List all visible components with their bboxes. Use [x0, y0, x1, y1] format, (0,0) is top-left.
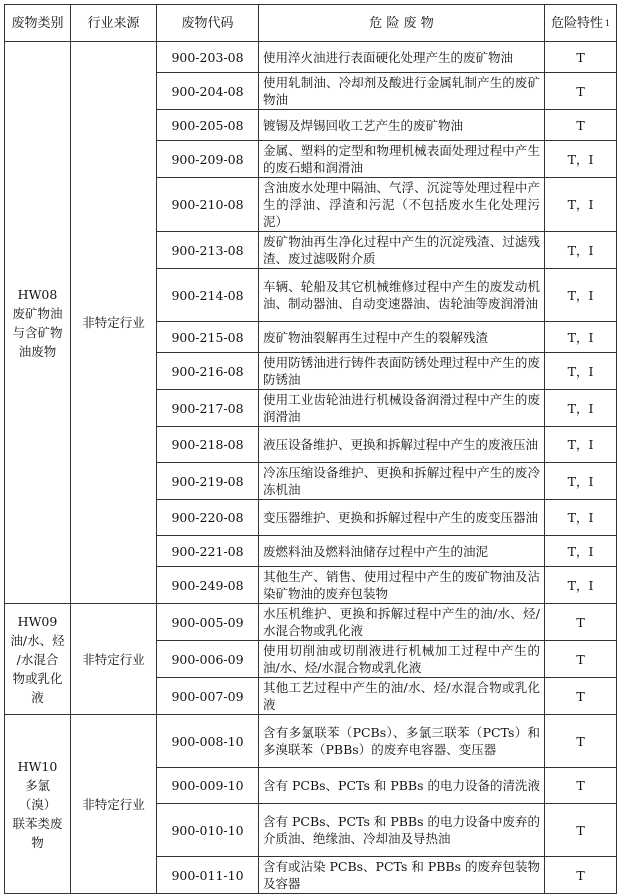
- hazard-characteristic: T，I: [545, 536, 617, 567]
- waste-code: 900-214-08: [157, 269, 259, 322]
- waste-code: 900-221-08: [157, 536, 259, 567]
- category-line: 液: [31, 689, 44, 705]
- header-category: 废物类别: [5, 5, 71, 42]
- waste-code: 900-009-10: [157, 768, 259, 804]
- header-source: 行业来源: [71, 5, 157, 42]
- waste-code: 900-219-08: [157, 463, 259, 500]
- waste-description: 废矿物油再生净化过程中产生的沉淀残渣、过滤残渣、废过滤吸附介质: [259, 232, 545, 269]
- hazard-characteristic: T: [545, 110, 617, 141]
- waste-description: 变压器维护、更换和拆解过程中产生的废变压器油: [259, 500, 545, 536]
- waste-description: 含油废水处理中隔油、气浮、沉淀等处理过程中产生的浮油、浮渣和污泥（不包括废水生化处理污泥）: [259, 178, 545, 232]
- waste-description: 含有 PCBs、PCTs 和 PBBs 的电力设备中废弃的介质油、绝缘油、冷却油及导热油: [259, 804, 545, 857]
- hazard-characteristic: T: [545, 857, 617, 894]
- waste-code: 900-209-08: [157, 141, 259, 178]
- hazard-characteristic: T，I: [545, 500, 617, 536]
- waste-description: 废矿物油裂解再生过程中产生的裂解残渣: [259, 322, 545, 353]
- waste-category: [5, 604, 71, 715]
- waste-code: 900-205-08: [157, 110, 259, 141]
- category-line: 与含矿物: [12, 324, 63, 340]
- waste-code: 900-006-09: [157, 641, 259, 678]
- waste-code: 900-007-09: [157, 678, 259, 715]
- table-row: [5, 604, 617, 641]
- waste-description: 其他生产、销售、使用过程中产生的废矿物油及沾染矿物油的废弃包装物: [259, 567, 545, 604]
- waste-code: 900-217-08: [157, 390, 259, 427]
- hazard-characteristic: T，I: [545, 322, 617, 353]
- waste-description: 使用防锈油进行铸件表面防锈处理过程中产生的废防锈油: [259, 353, 545, 390]
- waste-description: 车辆、轮船及其它机械维修过程中产生的废发动机油、制动器油、自动变速器油、齿轮油等废润滑油: [259, 269, 545, 322]
- waste-code: 900-210-08: [157, 178, 259, 232]
- hazard-characteristic: T: [545, 604, 617, 641]
- header-hazard: [545, 5, 617, 42]
- waste-description: 水压机维护、更换和拆解过程中产生的油/水、烃/水混合物或乳化液: [259, 604, 545, 641]
- waste-code: 900-008-10: [157, 715, 259, 768]
- category-line: 物: [31, 834, 44, 850]
- waste-description: 使用轧制油、冷却剂及酸进行金属轧制产生的废矿物油: [259, 73, 545, 110]
- category-line: 油/水、烃: [10, 632, 65, 648]
- hazard-characteristic: T，I: [545, 427, 617, 463]
- waste-description: 使用工业齿轮油进行机械设备润滑过程中产生的废润滑油: [259, 390, 545, 427]
- hazard-characteristic: T: [545, 768, 617, 804]
- table-row: [5, 42, 617, 73]
- category-line: 废矿物油: [12, 305, 63, 321]
- category-line: 联苯类废: [12, 815, 63, 831]
- hazard-characteristic: T: [545, 641, 617, 678]
- waste-code: 900-005-09: [157, 604, 259, 641]
- hazard-characteristic: T: [545, 804, 617, 857]
- hazard-characteristic: T，I: [545, 141, 617, 178]
- waste-description: 含有多氯联苯（PCBs）、多氯三联苯（PCTs）和多溴联苯（PBBs）的废弃电容器、变压器: [259, 715, 545, 768]
- table-row: [5, 715, 617, 768]
- hazard-characteristic: T: [545, 42, 617, 73]
- hazard-characteristic: T，I: [545, 567, 617, 604]
- waste-code: 900-215-08: [157, 322, 259, 353]
- table-header-row: [5, 5, 617, 42]
- waste-code: 900-220-08: [157, 500, 259, 536]
- waste-description: 液压设备维护、更换和拆解过程中产生的废液压油: [259, 427, 545, 463]
- hazard-characteristic: T，I: [545, 463, 617, 500]
- industry-source: 非特定行业: [71, 42, 157, 604]
- hazardous-waste-table: [4, 4, 617, 894]
- waste-code: 900-249-08: [157, 567, 259, 604]
- hazard-characteristic: T，I: [545, 390, 617, 427]
- waste-description: 金属、塑料的定型和物理机械表面处理过程中产生的废石蜡和润滑油: [259, 141, 545, 178]
- hazard-characteristic: T: [545, 715, 617, 768]
- hazard-characteristic: T，I: [545, 232, 617, 269]
- waste-code: 900-216-08: [157, 353, 259, 390]
- hazard-characteristic: T，I: [545, 269, 617, 322]
- waste-code: 900-218-08: [157, 427, 259, 463]
- waste-description: 含有 PCBs、PCTs 和 PBBs 的电力设备的清洗液: [259, 768, 545, 804]
- hazard-characteristic: T: [545, 73, 617, 110]
- waste-description: 废燃料油及燃料油储存过程中产生的油泥: [259, 536, 545, 567]
- category-line: 油废物: [18, 343, 57, 359]
- waste-description: 含有或沾染 PCBs、PCTs 和 PBBs 的废弃包装物及容器: [259, 857, 545, 894]
- waste-description: 使用切削油或切削液进行机械加工过程中产生的油/水、烃/水混合物或乳化液: [259, 641, 545, 678]
- waste-category: [5, 42, 71, 604]
- category-line: /水混合: [16, 651, 59, 667]
- waste-code: 900-204-08: [157, 73, 259, 110]
- waste-code: 900-203-08: [157, 42, 259, 73]
- table-body: [5, 42, 617, 894]
- category-line: 多氯（溴）: [18, 777, 57, 812]
- waste-code: 900-011-10: [157, 857, 259, 894]
- waste-description: 使用淬火油进行表面硬化处理产生的废矿物油: [259, 42, 545, 73]
- category-line: HW09: [17, 613, 58, 629]
- header-waste: 危 险 废 物: [259, 5, 545, 42]
- industry-source: 非特定行业: [71, 715, 157, 894]
- hazard-characteristic: T: [545, 678, 617, 715]
- waste-description: 其他工艺过程中产生的油/水、烃/水混合物或乳化液: [259, 678, 545, 715]
- footnote-marker: 1: [604, 18, 611, 28]
- waste-description: 冷冻压缩设备维护、更换和拆解过程中产生的废冷冻机油: [259, 463, 545, 500]
- header-hazard-label: 危险特性: [550, 15, 603, 31]
- waste-description: 镀锡及焊锡回收工艺产生的废矿物油: [259, 110, 545, 141]
- waste-category: [5, 715, 71, 894]
- waste-code: 900-213-08: [157, 232, 259, 269]
- header-code: 废物代码: [157, 5, 259, 42]
- hazard-characteristic: T，I: [545, 353, 617, 390]
- industry-source: 非特定行业: [71, 604, 157, 715]
- category-line: HW10: [17, 758, 58, 774]
- waste-code: 900-010-10: [157, 804, 259, 857]
- hazard-characteristic: T，I: [545, 178, 617, 232]
- category-line: 物或乳化: [12, 670, 63, 686]
- category-line: HW08: [17, 286, 58, 302]
